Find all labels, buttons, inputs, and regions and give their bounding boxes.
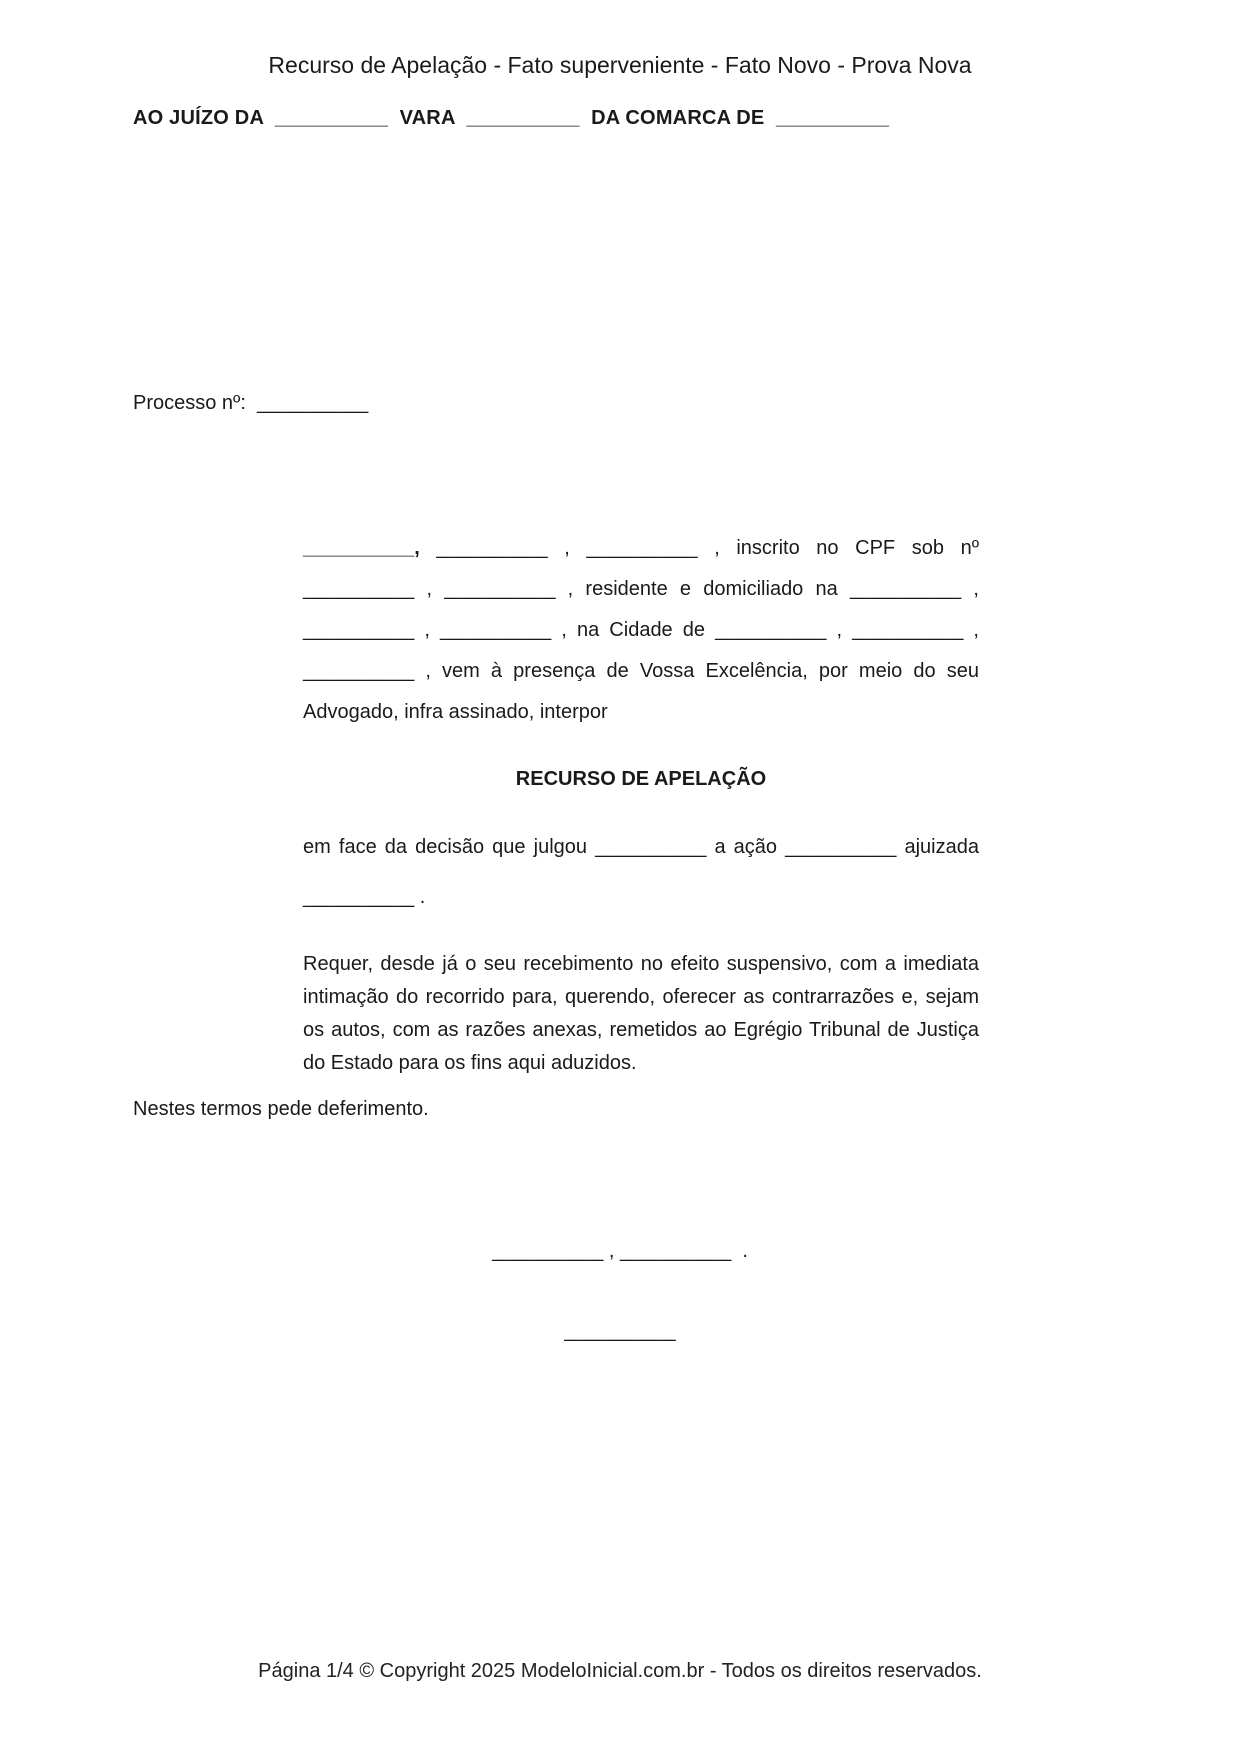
request-paragraph: Requer, desde já o seu recebimento no efeito suspensivo, com a imediata intimação do recorrido para, querendo, oferecer as contrarrazões e, sejam os autos, com as razões anexas, remetidos ao Egrégio Tribunal de Justiça do Estado para os fins aqui aduzidos. — [303, 953, 979, 1074]
page-title: Recurso de Apelação - Fato superveniente - Fato Novo - Prova Nova — [268, 52, 972, 78]
appeal-paragraph: em face da decisão que julgou __________ a ação __________ ajuizada __________ . — [303, 836, 979, 908]
closing-line: Nestes termos pede deferimento. — [133, 1098, 429, 1120]
page-footer: Página 1/4 © Copyright 2025 ModeloInicial.com.br - Todos os direitos reservados. — [258, 1660, 982, 1682]
qualification-text: __________ , __________ , inscrito no CPF sob nº __________ , __________ , residente e domiciliado na __________ , __________ , __________ , na Cidade de __________ , __________ , __________ , vem à presença de Vossa Excelência, por meio do seu Advogado, infra assinado, interpor — [303, 537, 979, 723]
signature-line: __________ — [564, 1320, 676, 1342]
process-number-line: Processo nº: __________ — [133, 392, 369, 414]
addressee-line: AO JUÍZO DA __________ VARA __________ DA COMARCA DE __________ — [133, 107, 890, 129]
date-place-line: __________ , __________ . — [492, 1240, 748, 1262]
qualification-paragraph — [303, 528, 979, 733]
appeal-heading: RECURSO DE APELAÇÃO — [515, 768, 767, 790]
appellant-name-blank: __________, — [303, 537, 420, 559]
